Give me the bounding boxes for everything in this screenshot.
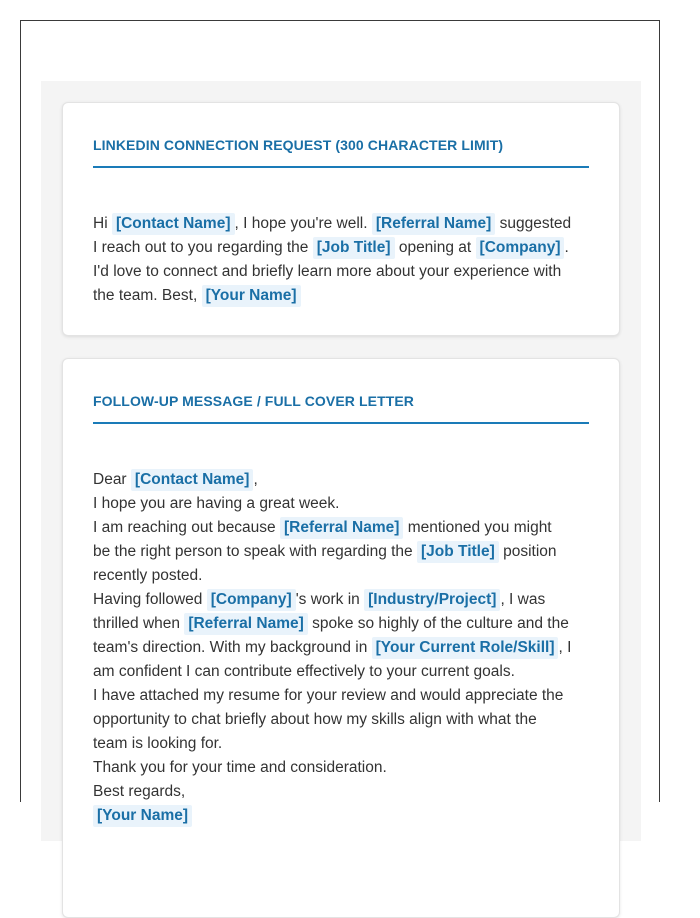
text-line bbox=[93, 684, 589, 708]
text-segment: team is looking for. bbox=[93, 735, 223, 752]
text-segment: recently posted. bbox=[93, 567, 203, 584]
placeholder-token: [Job Title] bbox=[417, 541, 499, 563]
placeholder-token: [Contact Name] bbox=[131, 469, 254, 491]
linkedin-request-card bbox=[62, 102, 620, 336]
text-segment: Best regards, bbox=[93, 783, 186, 800]
text-segment: opening at bbox=[394, 239, 476, 256]
text-segment: thrilled when bbox=[93, 615, 185, 632]
text-segment: I reach out to you regarding the bbox=[93, 239, 313, 256]
placeholder-token: [Company] bbox=[207, 589, 296, 611]
placeholder-token: [Referral Name] bbox=[280, 517, 403, 539]
text-line bbox=[93, 492, 589, 516]
text-segment: I'd love to connect and briefly learn more about your experience with bbox=[93, 263, 562, 280]
text-segment: am confident I can contribute effectively to your current goals. bbox=[93, 663, 515, 680]
text-segment: the team. Best, bbox=[93, 287, 202, 304]
text-line bbox=[93, 732, 589, 756]
placeholder-token: [Referral Name] bbox=[372, 213, 495, 235]
text-segment: I hope you are having a great week. bbox=[93, 495, 340, 512]
text-line bbox=[93, 756, 589, 780]
text-segment: . bbox=[564, 239, 569, 256]
cover-letter-title: FOLLOW-UP MESSAGE / FULL COVER LETTER bbox=[93, 359, 589, 424]
text-segment: 's work in bbox=[295, 591, 365, 608]
text-line bbox=[93, 588, 589, 612]
text-segment: spoke so highly of the culture and the bbox=[307, 615, 569, 632]
text-segment: Dear bbox=[93, 471, 131, 488]
document-frame bbox=[20, 20, 660, 824]
text-line bbox=[93, 516, 589, 540]
placeholder-token: [Referral Name] bbox=[184, 613, 307, 635]
text-line bbox=[93, 564, 589, 588]
text-line bbox=[93, 708, 589, 732]
text-segment: , bbox=[253, 471, 258, 488]
text-segment: , I bbox=[558, 639, 572, 656]
text-line bbox=[93, 284, 589, 308]
text-segment: position bbox=[498, 543, 557, 560]
cover-letter-body bbox=[93, 468, 589, 828]
placeholder-token: [Company] bbox=[476, 237, 565, 259]
text-segment: Having followed bbox=[93, 591, 207, 608]
text-segment: suggested bbox=[495, 215, 572, 232]
placeholder-token: [Your Name] bbox=[93, 805, 192, 827]
placeholder-token: [Your Current Role/Skill] bbox=[372, 637, 559, 659]
text-segment: mentioned you might bbox=[403, 519, 552, 536]
text-segment: Hi bbox=[93, 215, 112, 232]
text-line bbox=[93, 804, 589, 828]
text-segment: team's direction. With my background in bbox=[93, 639, 372, 656]
text-line bbox=[93, 612, 589, 636]
text-line bbox=[93, 660, 589, 684]
text-segment: be the right person to speak with regarding the bbox=[93, 543, 417, 560]
text-segment: , I was bbox=[500, 591, 546, 608]
text-segment: , I hope you're well. bbox=[234, 215, 372, 232]
text-line bbox=[93, 468, 589, 492]
linkedin-request-body bbox=[93, 212, 589, 308]
placeholder-token: [Job Title] bbox=[313, 237, 395, 259]
placeholder-token: [Your Name] bbox=[202, 285, 301, 307]
text-segment: I am reaching out because bbox=[93, 519, 280, 536]
text-line bbox=[93, 540, 589, 564]
text-line bbox=[93, 236, 589, 260]
text-segment: Thank you for your time and consideration. bbox=[93, 759, 387, 776]
text-line bbox=[93, 636, 589, 660]
linkedin-request-title: LINKEDIN CONNECTION REQUEST (300 CHARACTER LIMIT) bbox=[93, 103, 589, 168]
placeholder-token: [Industry/Project] bbox=[364, 589, 500, 611]
text-line bbox=[93, 212, 589, 236]
text-line bbox=[93, 780, 589, 804]
text-segment: I have attached my resume for your review and would appreciate the bbox=[93, 687, 564, 704]
content-panel bbox=[41, 81, 641, 841]
text-segment: opportunity to chat briefly about how my skills align with what the bbox=[93, 711, 537, 728]
placeholder-token: [Contact Name] bbox=[112, 213, 235, 235]
cover-letter-card bbox=[62, 358, 620, 918]
text-line bbox=[93, 260, 589, 284]
